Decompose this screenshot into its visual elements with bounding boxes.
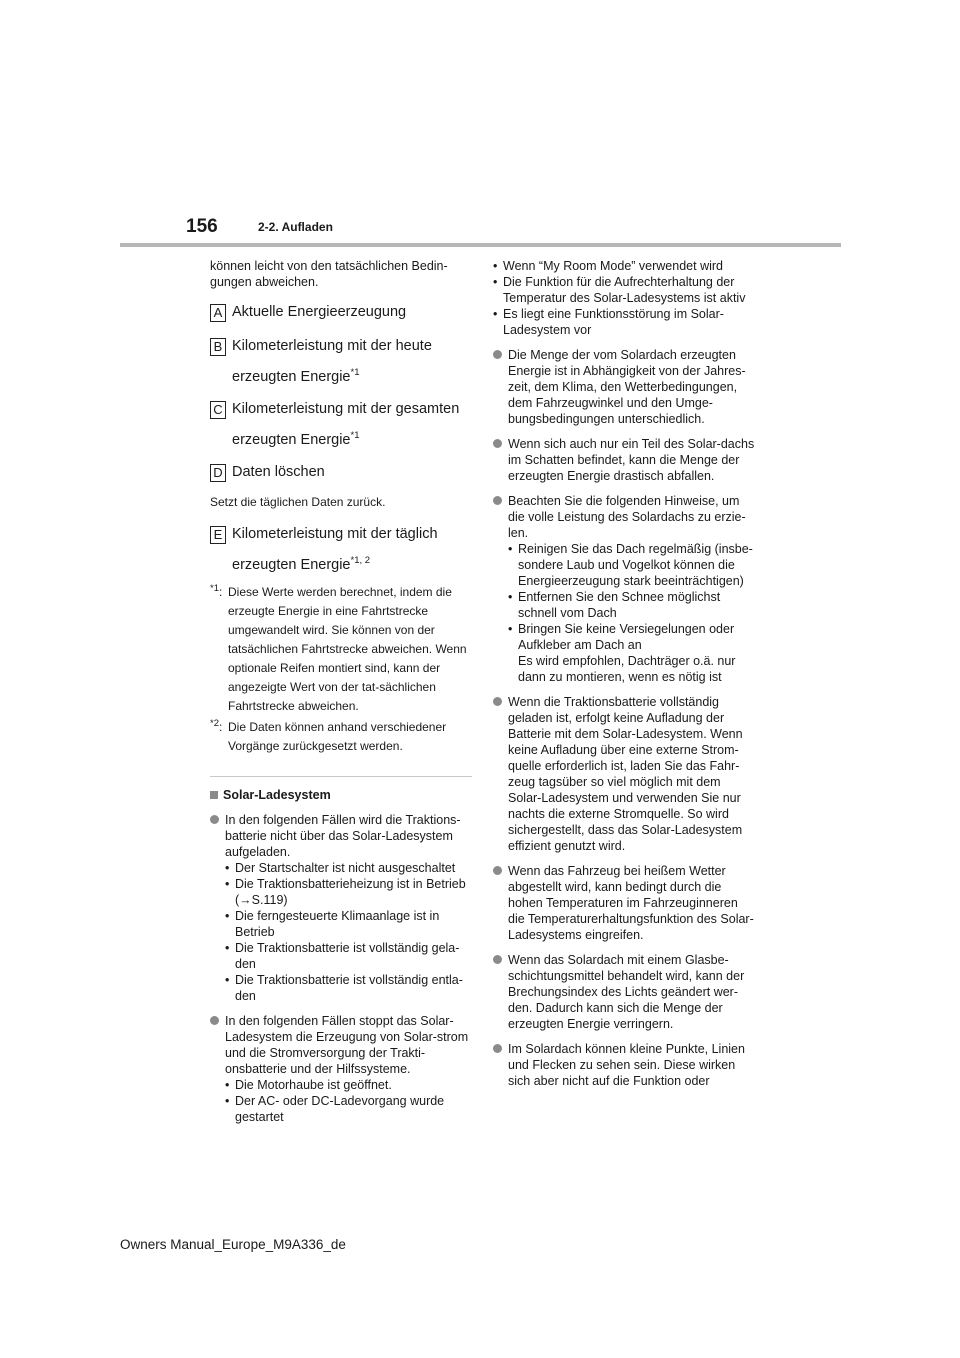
label-box-a: A	[210, 304, 226, 322]
right-column	[493, 258, 755, 1089]
page-number: 156	[186, 216, 218, 237]
circle-bullet-icon	[210, 815, 219, 824]
left-column	[210, 258, 472, 1125]
label-box-b: B	[210, 338, 226, 356]
legend-item-a	[210, 302, 472, 322]
sub-list	[508, 541, 755, 653]
header-divider	[120, 243, 841, 247]
sub-list-item: • Der AC- oder DC-Ladevorgang wurde gestartet	[225, 1093, 472, 1125]
bullet-text: Wenn die Traktionsbatterie vollständig geladen ist, erfolgt keine Aufladung der Batterie mit dem Solar-Ladesystem. Wenn keine Aufladung über eine externe Strom-quelle erforderlich ist, laden Sie das Fahr-zeug tagsüber so viel möglich mit dem Solar-Ladesystem und verwenden Sie nur nachts die externe Stromquelle. So wird sichergestellt, dass das Solar-Ladesystem effizient genutzt wird.	[508, 695, 743, 853]
sub-list-item: • Die Traktionsbatterie ist vollständig gela-den	[225, 940, 472, 972]
bullet-item	[493, 694, 755, 854]
label-box-e: E	[210, 526, 226, 544]
legend-item-c	[210, 399, 472, 450]
footnote-text: Die Daten können anhand verschiedener Vorgänge zurückgesetzt werden.	[228, 720, 447, 753]
footnote-ref: *1	[350, 367, 360, 379]
section-title: 2-2. Aufladen	[258, 220, 333, 234]
bullet-item	[493, 863, 755, 943]
sub-list-item: • Die ferngesteuerte Klimaanlage ist in Betrieb	[225, 908, 472, 940]
item-text: Aktuelle Energieerzeugung	[232, 304, 407, 320]
circle-bullet-icon	[493, 697, 502, 706]
sub-list-item: • Reinigen Sie das Dach regelmäßig (insbe-sondere Laub und Vogelkot können die Energieerzeugung stark beeinträchtigen)	[508, 541, 755, 589]
circle-bullet-icon	[493, 866, 502, 875]
sub-list-item: • Die Motorhaube ist geöffnet.	[225, 1077, 472, 1093]
bullet-text: Die Menge der vom Solardach erzeugten Energie ist in Abhängigkeit von der Jahres-zeit, dem Klima, den Wetterbedingungen, dem Fahrzeugwinkel und den Umge-bungsbedingungen unterschiedlich.	[508, 348, 746, 426]
sub-list-item: • Die Funktion für die Aufrechterhaltung der Temperatur des Solar-Ladesystems ist aktiv	[493, 274, 755, 306]
page-footer: Owners Manual_Europe_M9A336_de	[120, 1237, 346, 1252]
circle-bullet-icon	[493, 955, 502, 964]
bullet-text: Wenn sich auch nur ein Teil des Solar-dachs im Schatten befindet, kann die Menge der erzeugten Energie drastisch abfallen.	[508, 437, 755, 483]
circle-bullet-icon	[493, 350, 502, 359]
legend-item-b	[210, 336, 472, 387]
subheading: Solar-Ladesystem	[210, 787, 472, 803]
bullet-text: In den folgenden Fällen stoppt das Solar-Ladesystem die Erzeugung von Solar-strom und die Stromversorgung der Trakti-onsbatterie und der Hilfssysteme.	[225, 1014, 469, 1076]
sub-list-item: • Die Traktionsbatterie ist vollständig entla-den	[225, 972, 472, 1004]
bullet-item	[210, 1013, 472, 1125]
footnote-2	[210, 718, 472, 756]
circle-bullet-icon	[493, 439, 502, 448]
item-continuation: erzeugten Energie$^{*1, 2}$	[232, 555, 371, 573]
section-divider	[210, 776, 472, 777]
bullet-item	[493, 347, 755, 427]
footnote-key: $^{*2}$:	[210, 718, 223, 734]
item-continuation: erzeugten Energie$^{*1}$	[232, 367, 360, 385]
bullet-text: Beachten Sie die folgenden Hinweise, um die volle Leistung des Solardachs zu erzie-len.	[508, 494, 746, 540]
footnote-text: Diese Werte werden berechnet, indem die erzeugte Energie in eine Fahrtstrecke umgewandelt wird. Sie können von der tatsächlichen Fahrtstrecke abweichen. Wenn optionale Reifen montiert sind, kann der angezeigte Wert von der tat-sächlichen Fahrtstrecke abweichen.	[228, 585, 467, 713]
square-bullet-icon	[210, 791, 218, 799]
item-text: Daten löschen	[232, 464, 325, 480]
circle-bullet-icon	[493, 496, 502, 505]
item-text: Kilometerleistung mit der gesamten	[232, 401, 460, 417]
bullet-item	[493, 952, 755, 1032]
sub-list	[493, 258, 755, 338]
bullet-text: Wenn das Fahrzeug bei heißem Wetter abgestellt wird, kann bedingt durch die hohen Temperaturen im Fahrzeuginneren die Temperaturerhaltungsfunktion des Solar-Ladesystems eingreifen.	[508, 864, 754, 942]
label-box-c: C	[210, 401, 226, 419]
sub-list-item: • Entfernen Sie den Schnee möglichst schnell vom Dach	[508, 589, 755, 621]
bullet-text: In den folgenden Fällen wird die Traktions-batterie nicht über das Solar-Ladesystem aufgeladen.	[225, 813, 461, 859]
bullet-text: Wenn das Solardach mit einem Glasbe-schichtungsmittel behandelt wird, kann der Brechungsindex des Lichts geändert wer-den. Dadurch kann sich die Menge der erzeugten Energie verringern.	[508, 953, 745, 1031]
bullet-followup: Es wird empfohlen, Dachträger o.ä. nur dann zu montieren, wenn es nötig ist	[518, 654, 736, 684]
sub-list	[225, 1077, 472, 1125]
footnote-ref: *1, 2	[350, 555, 371, 567]
item-text: Kilometerleistung mit der täglich	[232, 526, 438, 542]
bullet-text: Im Solardach können kleine Punkte, Linien und Flecken zu sehen sein. Diese wirken sich aber nicht auf die Funktion oder	[508, 1042, 745, 1088]
bullet-item	[493, 436, 755, 484]
footnote-key: $^{*1}$:	[210, 583, 223, 599]
footnote-ref: *1	[350, 430, 360, 442]
item-continuation: erzeugten Energie$^{*1}$	[232, 430, 360, 448]
sub-list-item: • Es liegt eine Funktionsstörung im Solar-Ladesystem vor	[493, 306, 755, 338]
item-d-description: Setzt die täglichen Daten zurück.	[210, 495, 386, 509]
sub-list	[225, 860, 472, 1004]
sub-list-item: • Der Startschalter ist nicht ausgeschaltet	[225, 860, 472, 876]
sub-list-item: • Die Traktionsbatterieheizung ist in Betrieb (→S.119)	[225, 876, 472, 908]
intro-text: können leicht von den tatsächlichen Bedin-gungen abweichen.	[210, 259, 448, 289]
bullet-item	[493, 1041, 755, 1089]
legend-item-e	[210, 524, 472, 575]
label-box-d: D	[210, 464, 226, 482]
sub-list-item: • Bringen Sie keine Versiegelungen oder Aufkleber am Dach an	[508, 621, 755, 653]
footnote-1	[210, 583, 472, 716]
circle-bullet-icon	[493, 1044, 502, 1053]
legend-item-d	[210, 462, 472, 510]
sub-list-item: • Wenn “My Room Mode” verwendet wird	[493, 258, 755, 274]
item-text: Kilometerleistung mit der heute	[232, 338, 432, 354]
circle-bullet-icon	[210, 1016, 219, 1025]
bullet-item	[210, 812, 472, 1004]
bullet-item	[493, 493, 755, 685]
